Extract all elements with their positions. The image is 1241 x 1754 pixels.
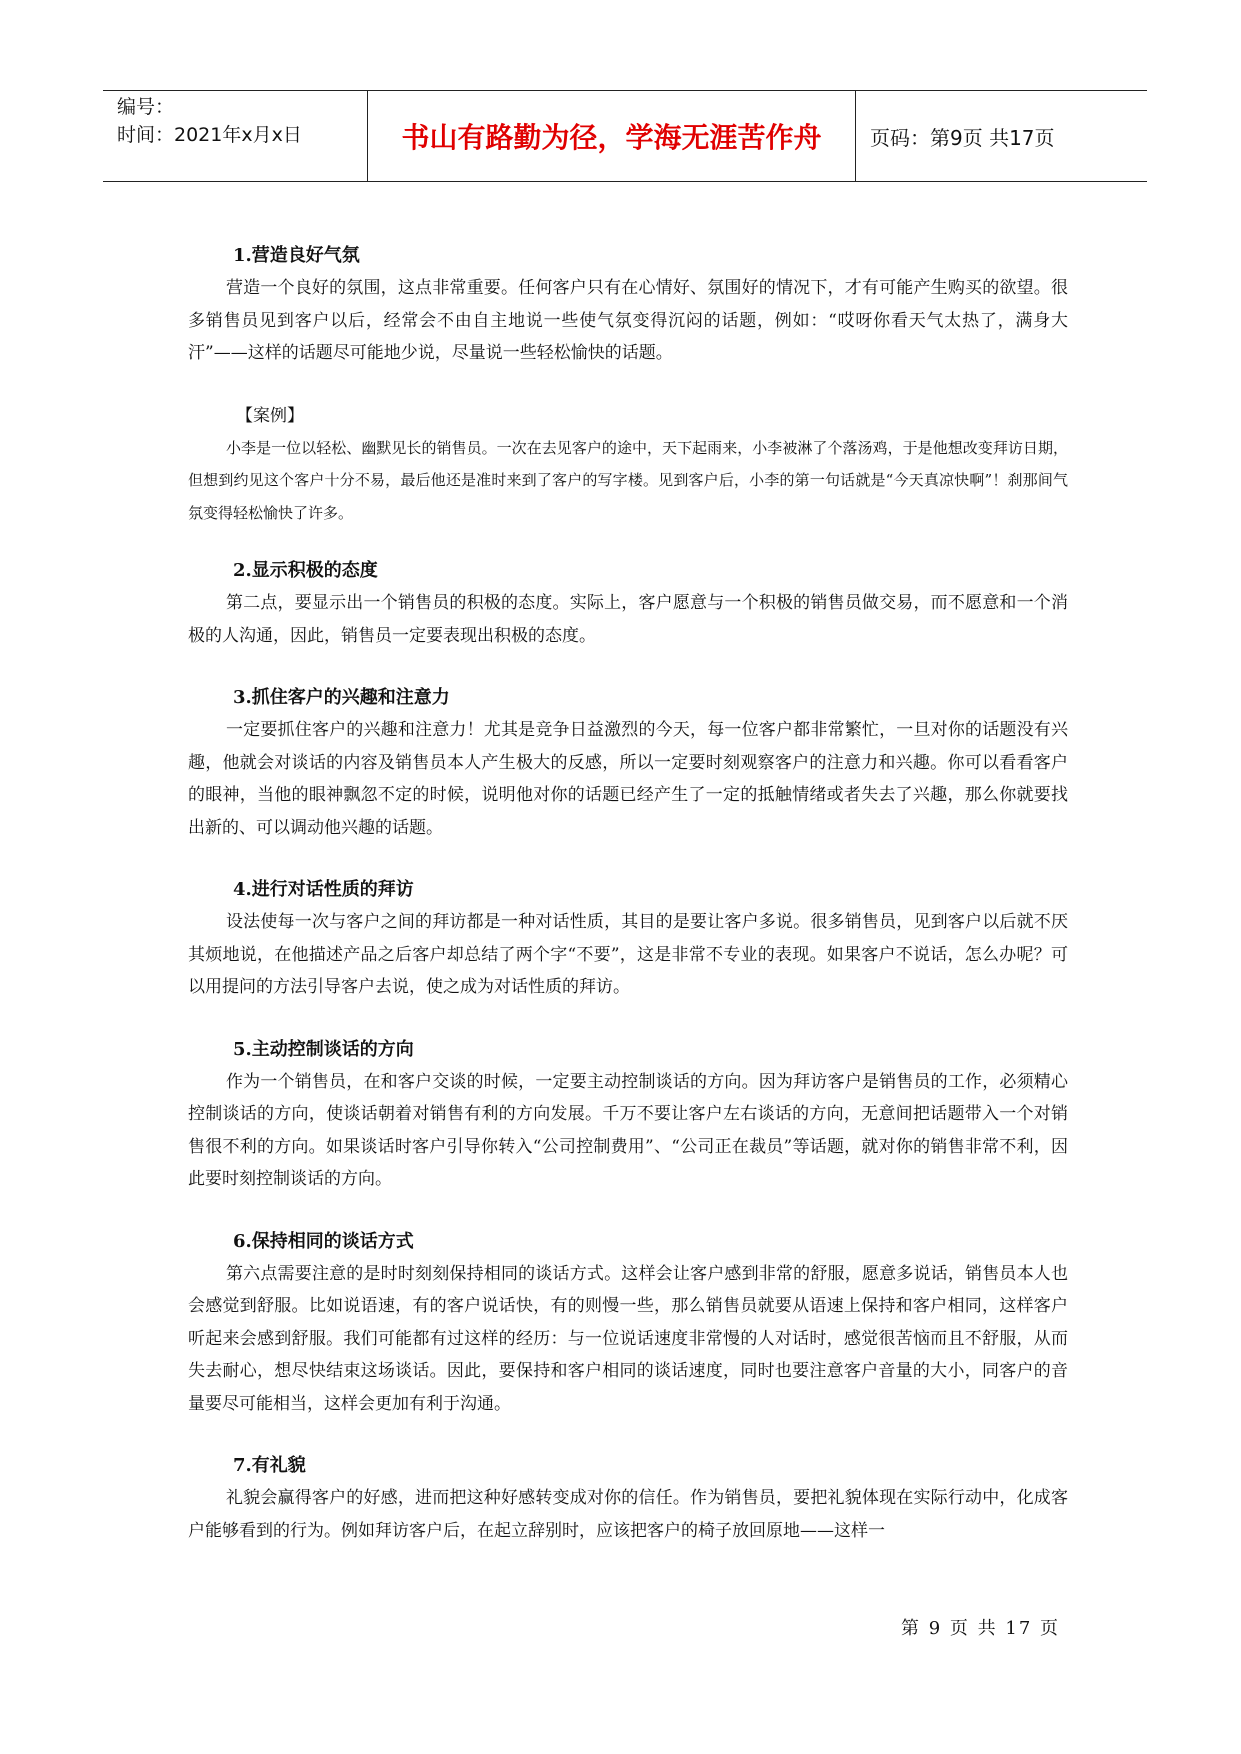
page-footer: 第 9 页 共 17 页	[901, 1618, 1060, 1639]
case-text: 小李是一位以轻松、幽默见长的销售员。一次在去见客户的途中，天下起雨来，小李被淋了个落汤鸡，于是他想改变拜访日期，但想到约见这个客户十分不易，最后他还是准时来到了客户的写字楼。见到客户后，小李的第一句话就是“今天真凉快啊”！刹那间气氛变得轻松愉快了许多。	[188, 438, 1068, 522]
section-6	[188, 1226, 1068, 1421]
section-7	[188, 1450, 1068, 1547]
section-heading: 2.显示积极的态度	[233, 560, 378, 581]
section-heading: 1.营造良好气氛	[233, 245, 360, 266]
section-heading: 7.有礼貌	[233, 1455, 306, 1476]
section-paragraph: 礼貌会赢得客户的好感，进而把这种好感转变成对你的信任。作为销售员，要把礼貌体现在实际行动中，化成客户能够看到的行为。例如拜访客户后，在起立辞别时，应该把客户的椅子放回原地——这样一	[188, 1488, 1068, 1541]
section-paragraph: 第六点需要注意的是时时刻刻保持相同的谈话方式。这样会让客户感到非常的舒服，愿意多说话，销售员本人也会感觉到舒服。比如说语速，有的客户说话快，有的则慢一些，那么销售员就要从语速上保持和客户相同，这样客户听起来会感到舒服。我们可能都有过这样的经历：与一位说话速度非常慢的人对话时，感觉很苦恼而且不舒服，从而失去耐心，想尽快结束这场谈话。因此，要保持和客户相同的谈话速度，同时也要注意客户音量的大小，同客户的音量要尽可能相当，这样会更加有利于沟通。	[188, 1263, 1068, 1414]
section-4	[188, 874, 1068, 1004]
page-header	[103, 90, 1147, 182]
section-heading: 6.保持相同的谈话方式	[233, 1230, 414, 1252]
case-box	[188, 400, 1068, 530]
section-paragraph: 一定要抓住客户的兴趣和注意力！尤其是竞争日益激烈的今天，每一位客户都非常繁忙，一旦对你的话题没有兴趣，他就会对谈话的内容及销售员本人产生极大的反感，所以一定要时刻观察客户的注意力和兴趣。你可以看看客户的眼神，当他的眼神飘忽不定的时候，说明他对你的话题已经产生了一定的抵触情绪或者失去了兴趣，那么你就要找出新的、可以调动他兴趣的话题。	[188, 720, 1068, 838]
section-paragraph: 设法使每一次与客户之间的拜访都是一种对话性质，其目的是要让客户多说。很多销售员，见到客户以后就不厌其烦地说，在他描述产品之后客户却总结了两个字“不要”，这是非常不专业的表现。如果客户不说话，怎么办呢？可以用提问的方法引导客户去说，使之成为对话性质的拜访。	[188, 912, 1068, 997]
document-number-label: 编号：	[117, 96, 175, 118]
section-paragraph: 第二点，要显示出一个销售员的积极的态度。实际上，客户愿意与一个积极的销售员做交易，而不愿意和一个消极的人沟通，因此，销售员一定要表现出积极的态度。	[188, 593, 1068, 646]
document-time-label: 时间：2021年x月x日	[117, 124, 302, 146]
section-1	[188, 240, 1068, 370]
section-2	[188, 555, 1068, 652]
header-page-label: 页码：第9页 共17页	[870, 125, 1055, 150]
document-body	[188, 240, 1068, 1577]
case-title: 【案例】	[236, 405, 304, 426]
section-heading: 5.主动控制谈话的方向	[233, 1038, 414, 1060]
section-5	[188, 1034, 1068, 1196]
section-heading: 3.抓住客户的兴趣和注意力	[233, 687, 450, 708]
section-heading: 4.进行对话性质的拜访	[233, 879, 414, 900]
header-meta	[103, 91, 368, 181]
section-paragraph: 营造一个良好的氛围，这点非常重要。任何客户只有在心情好、氛围好的情况下，才有可能产生购买的欲望。很多销售员见到客户以后，经常会不由自主地说一些使气氛变得沉闷的话题，例如：“哎呀你看天气太热了，满身大汗”——这样的话题尽可能地少说，尽量说一些轻松愉快的话题。	[188, 278, 1068, 363]
header-motto: 书山有路勤为径，学海无涯苦作舟	[368, 91, 856, 181]
section-3	[188, 682, 1068, 844]
section-paragraph: 作为一个销售员，在和客户交谈的时候，一定要主动控制谈话的方向。因为拜访客户是销售员的工作，必须精心控制谈话的方向，使谈话朝着对销售有利的方向发展。千万不要让客户左右谈话的方向，无意间把话题带入一个对销售很不利的方向。如果谈话时客户引导你转入“公司控制费用”、“公司正在裁员”等话题，就对你的销售非常不利，因此要时刻控制谈话的方向。	[188, 1071, 1068, 1189]
